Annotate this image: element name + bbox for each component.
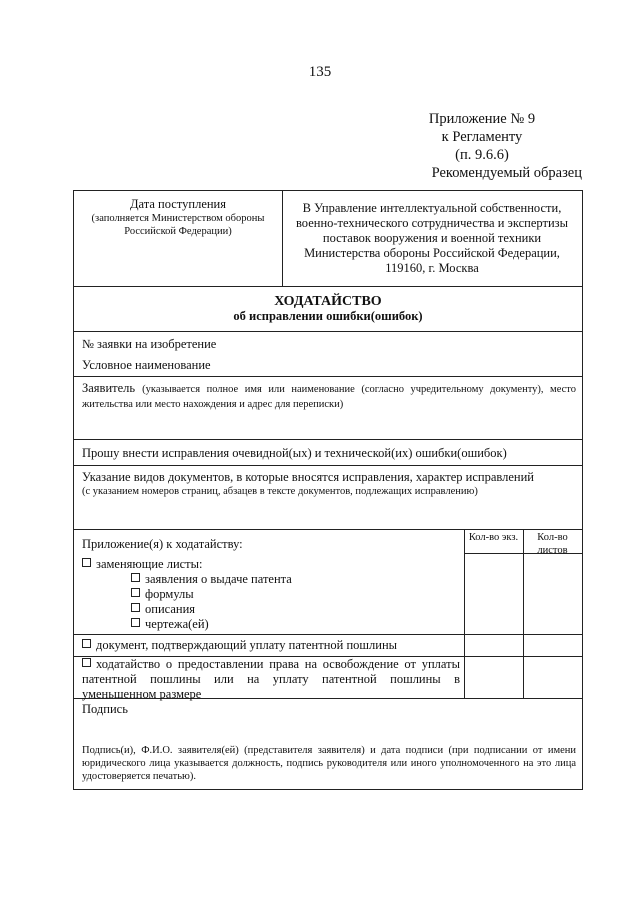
receipt-date-label: Дата поступления bbox=[130, 197, 226, 211]
replacement-sheets-item[interactable] bbox=[82, 557, 203, 572]
fee-document-checkbox[interactable] bbox=[82, 639, 91, 648]
document-types-note: (с указанием номеров страниц, абзацев в тексте документов, подлежащих исправлению) bbox=[82, 486, 478, 497]
signature-label: Подпись bbox=[82, 702, 128, 716]
appendix-clause: (п. 9.6.6) bbox=[455, 147, 509, 163]
sub-item-drawings-label: чертежа(ей) bbox=[145, 617, 209, 631]
exemption-item[interactable] bbox=[82, 657, 460, 702]
sub-item-application[interactable] bbox=[131, 572, 292, 587]
replacement-sheets-label: заменяющие листы: bbox=[96, 557, 203, 571]
applicant-field[interactable] bbox=[82, 381, 576, 411]
application-number-field[interactable]: № заявки на изобретение bbox=[82, 337, 217, 351]
addressee-text: В Управление интеллектуальной собственности, военно-технического сотрудничества и экспертизы поставок вооружения и военной техники Министерства обороны Российской Федерации, 119160, г. Москва bbox=[295, 201, 568, 275]
fee-document-label: документ, подтверждающий уплату патентной пошлины bbox=[96, 638, 398, 652]
sub-item-description-checkbox[interactable] bbox=[131, 603, 140, 612]
exemption-checkbox[interactable] bbox=[82, 658, 91, 667]
attachments-header: Приложение(я) к ходатайству: bbox=[82, 537, 243, 551]
sub-item-claims-label: формулы bbox=[145, 587, 194, 601]
sub-item-application-label: заявления о выдаче патента bbox=[145, 572, 292, 586]
document-types-label: Указание видов документов, в которые вносятся исправления, характер исправлений bbox=[82, 470, 534, 484]
title-main: ХОДАТАЙСТВО bbox=[274, 294, 382, 309]
applicant-label: Заявитель bbox=[82, 381, 136, 395]
fee-document-item[interactable] bbox=[82, 638, 397, 653]
sheets-column-header: Кол-во листов bbox=[537, 532, 568, 556]
sub-item-claims-checkbox[interactable] bbox=[131, 588, 140, 597]
page-number: 135 bbox=[308, 64, 332, 80]
appendix-recommended: Рекомендуемый образец bbox=[431, 165, 582, 181]
applicant-note: (указывается полное имя или наименование (согласно учредительному документу), место жительства или место нахождения и адрес для переписки) bbox=[82, 384, 576, 410]
signature-note: Подпись(и), Ф.И.О. заявителя(ей) (представителя заявителя) и дата подписи (при подписании от имени юридического лица указывается должность, подпись руководителя или иного уполномоченного на это лица удостоверяется печатью). bbox=[82, 745, 576, 782]
exemption-label: ходатайство о предоставлении права на освобождение от уплаты патентной пошлины или на уплату патентной пошлины в уменьшенном размере bbox=[82, 657, 460, 701]
sub-item-drawings[interactable] bbox=[131, 617, 209, 632]
form-title bbox=[74, 294, 582, 324]
receipt-date-cell bbox=[74, 197, 282, 238]
document-types-field[interactable] bbox=[82, 470, 576, 498]
appendix-number: Приложение № 9 bbox=[428, 111, 536, 127]
sub-item-drawings-checkbox[interactable] bbox=[131, 618, 140, 627]
sub-item-claims[interactable] bbox=[131, 587, 194, 602]
receipt-date-note: (заполняется Министерством обороны Российской Федерации) bbox=[91, 213, 265, 237]
copies-column-header: Кол-во экз. bbox=[468, 532, 519, 543]
replacement-sheets-checkbox[interactable] bbox=[82, 558, 91, 567]
sub-item-description[interactable] bbox=[131, 602, 195, 617]
correction-request: Прошу внести исправления очевидной(ых) и технической(их) ошибки(ошибок) bbox=[82, 446, 507, 460]
appendix-header bbox=[382, 110, 582, 182]
appendix-regulation: к Регламенту bbox=[441, 129, 523, 145]
conventional-name-field[interactable]: Условное наименование bbox=[82, 358, 211, 372]
title-sub: об исправлении ошибки(ошибок) bbox=[233, 309, 423, 323]
sub-item-application-checkbox[interactable] bbox=[131, 573, 140, 582]
sub-item-description-label: описания bbox=[145, 602, 196, 616]
petition-form bbox=[73, 190, 583, 790]
